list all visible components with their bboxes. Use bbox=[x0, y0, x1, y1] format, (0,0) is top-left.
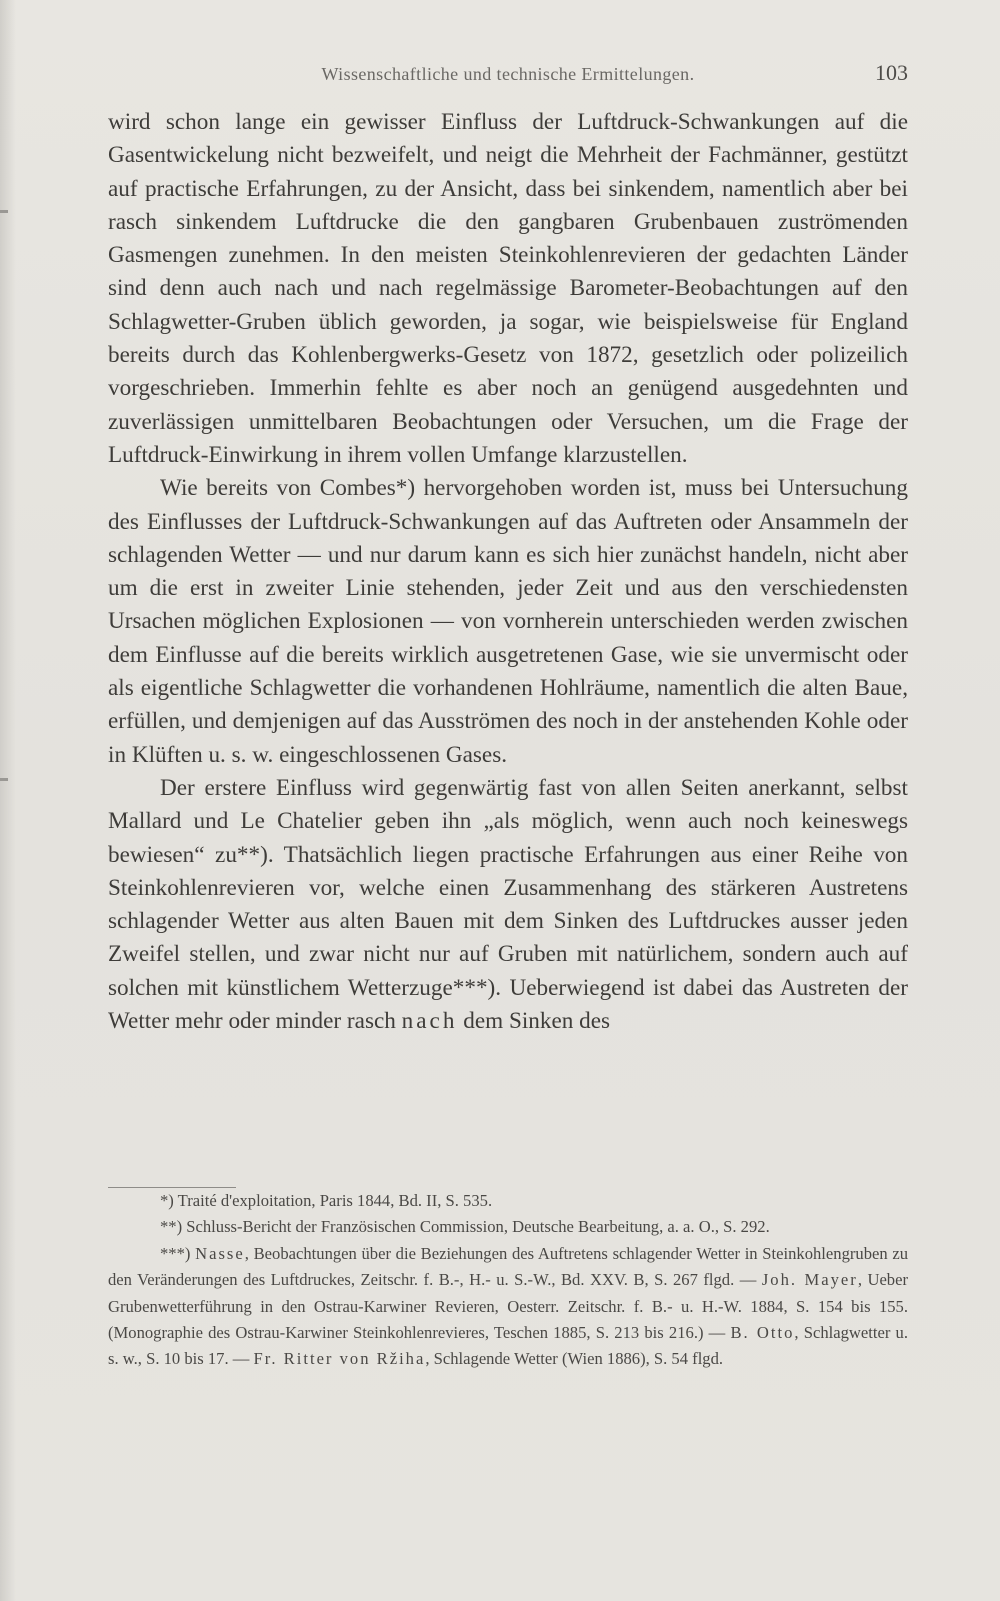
paragraph-text: dem Sinken des bbox=[463, 1008, 611, 1035]
page-number: 103 bbox=[875, 60, 908, 85]
footnote-text: , Beobachtungen über die Beziehungen des Auftretens schlagender Wetter in Steinkohlengruben zu den Veränderungen des Luftdruckes, Zeitschr. f. B.-, H.- u. S.-W., Bd. XXV. B, S. 267 flgd. — bbox=[108, 1243, 909, 1290]
emphasized-word: nach bbox=[401, 1008, 458, 1035]
paragraph: wird schon lange ein gewisser Einfluss der Luftdruck-Schwankungen auf die Gasentwickelung nicht bezweifelt, und neigt die Mehrheit der Fachmänner, gestützt auf practische Erfahrungen, zu der Ansicht, dass bei sinkendem, namentlich aber bei rasch sinkendem Luftdrucke die den gangbaren Grubenbauen zuströmenden Gasmengen zunehmen. In den meisten Steinkohlenrevieren der gedachten Länder sind denn auch nach und nach regelmässige Barometer-Beobachtungen auf den Schlagwetter-Gruben üblich geworden, ja sogar, wie beispielsweise für England bereits durch das Kohlenbergwerks-Gesetz von 1872, gesetzlich oder polizeilich vorgeschrieben. Immerhin fehlte es aber noch an genügend ausgedehnten und zuverlässigen unmittelbaren Beobachtungen oder Versuchen, um die Frage der Luftdruck-Einwirkung in ihrem vollen Umfange klarzustellen. bbox=[108, 109, 908, 468]
page-header bbox=[108, 60, 908, 90]
footnote-text: , Schlagende Wetter (Wien 1886), S. 54 flgd. bbox=[425, 1349, 724, 1369]
footnote bbox=[108, 1241, 908, 1373]
footnote-marker: ***) bbox=[160, 1243, 191, 1263]
author-name: Nasse bbox=[195, 1243, 245, 1263]
paragraph: Wie bereits von Combes*) hervorgehoben worden ist, muss bei Untersuchung des Einflusses der Luftdruck-Schwankungen auf das Auftreten oder Ansammeln der schlagenden Wetter — und nur darum kann es sich hier zunächst handeln, nicht aber um die erst in zweiter Linie stehenden, jeder Zeit und aus den verschiedensten Ursachen möglichen Explosionen — von vornherein unterschieden werden zwischen dem Einflusse auf die bereits wirklich ausgetretenen Gase, wie sie unvermischt oder als eigentliche Schlagwetter die vorhandenen Hohlräume, namentlich die alten Baue, erfüllen, und demjenigen auf das Ausströmen des noch in der anstehenden Kohle oder in Klüften u. s. w. eingeschlossenen Gases. bbox=[108, 475, 908, 768]
edge-mark bbox=[0, 210, 8, 213]
page-gutter-shadow bbox=[0, 0, 16, 1601]
edge-mark bbox=[0, 778, 8, 781]
author-name: Joh. Mayer bbox=[761, 1270, 858, 1290]
main-text bbox=[108, 106, 908, 1038]
paragraph bbox=[108, 772, 908, 1038]
footnote: *) Traité d'exploitation, Paris 1844, Bd. II, S. 535. bbox=[160, 1191, 493, 1210]
author-name: Fr. Ritter von Ržiha bbox=[253, 1349, 426, 1369]
footnote-text: , Schlagwetter u. s. w., S. 10 bis 17. — bbox=[108, 1323, 909, 1369]
paragraph-text: Der erstere Einfluss wird gegenwärtig fast von allen Seiten anerkannt, selbst Mallard und Le Chatelier geben ihn „als möglich, wenn auch noch keineswegs bewiesen“ zu**). Thatsächlich liegen practische Erfahrungen aus einer Reihe von Steinkohlenrevieren vor, welche einen Zusammenhang des stärkeren Austretens schlagender Wetter aus alten Bauen mit dem Sinken des Luftdruckes ausser jeden Zweifel stellen, und zwar nicht nur auf Gruben mit natürlichem, sondern auch auf solchen mit künstlichem Wetterzuge***). Ueberwiegend ist dabei das Austreten der Wetter mehr oder minder rasch bbox=[108, 774, 908, 1035]
footnote: **) Schluss-Bericht der Französischen Commission, Deutsche Bearbeitung, a. a. O., S. 292. bbox=[160, 1217, 770, 1237]
running-head: Wissenschaftliche und technische Ermittelungen. bbox=[321, 64, 695, 84]
footnote-text: , Ueber Grubenwetterführung in den Ostrau-Karwiner Revieren, Oesterr. Zeitschr. f. B.- u. H.-W. 1884, S. 154 bis 155. (Monographie des Ostrau-Karwiner Steinkohlenrevieres, Teschen 1885, S. 213 bis 216.) — bbox=[108, 1270, 908, 1343]
footnotes bbox=[108, 1188, 908, 1373]
author-name: B. Otto bbox=[730, 1323, 795, 1343]
